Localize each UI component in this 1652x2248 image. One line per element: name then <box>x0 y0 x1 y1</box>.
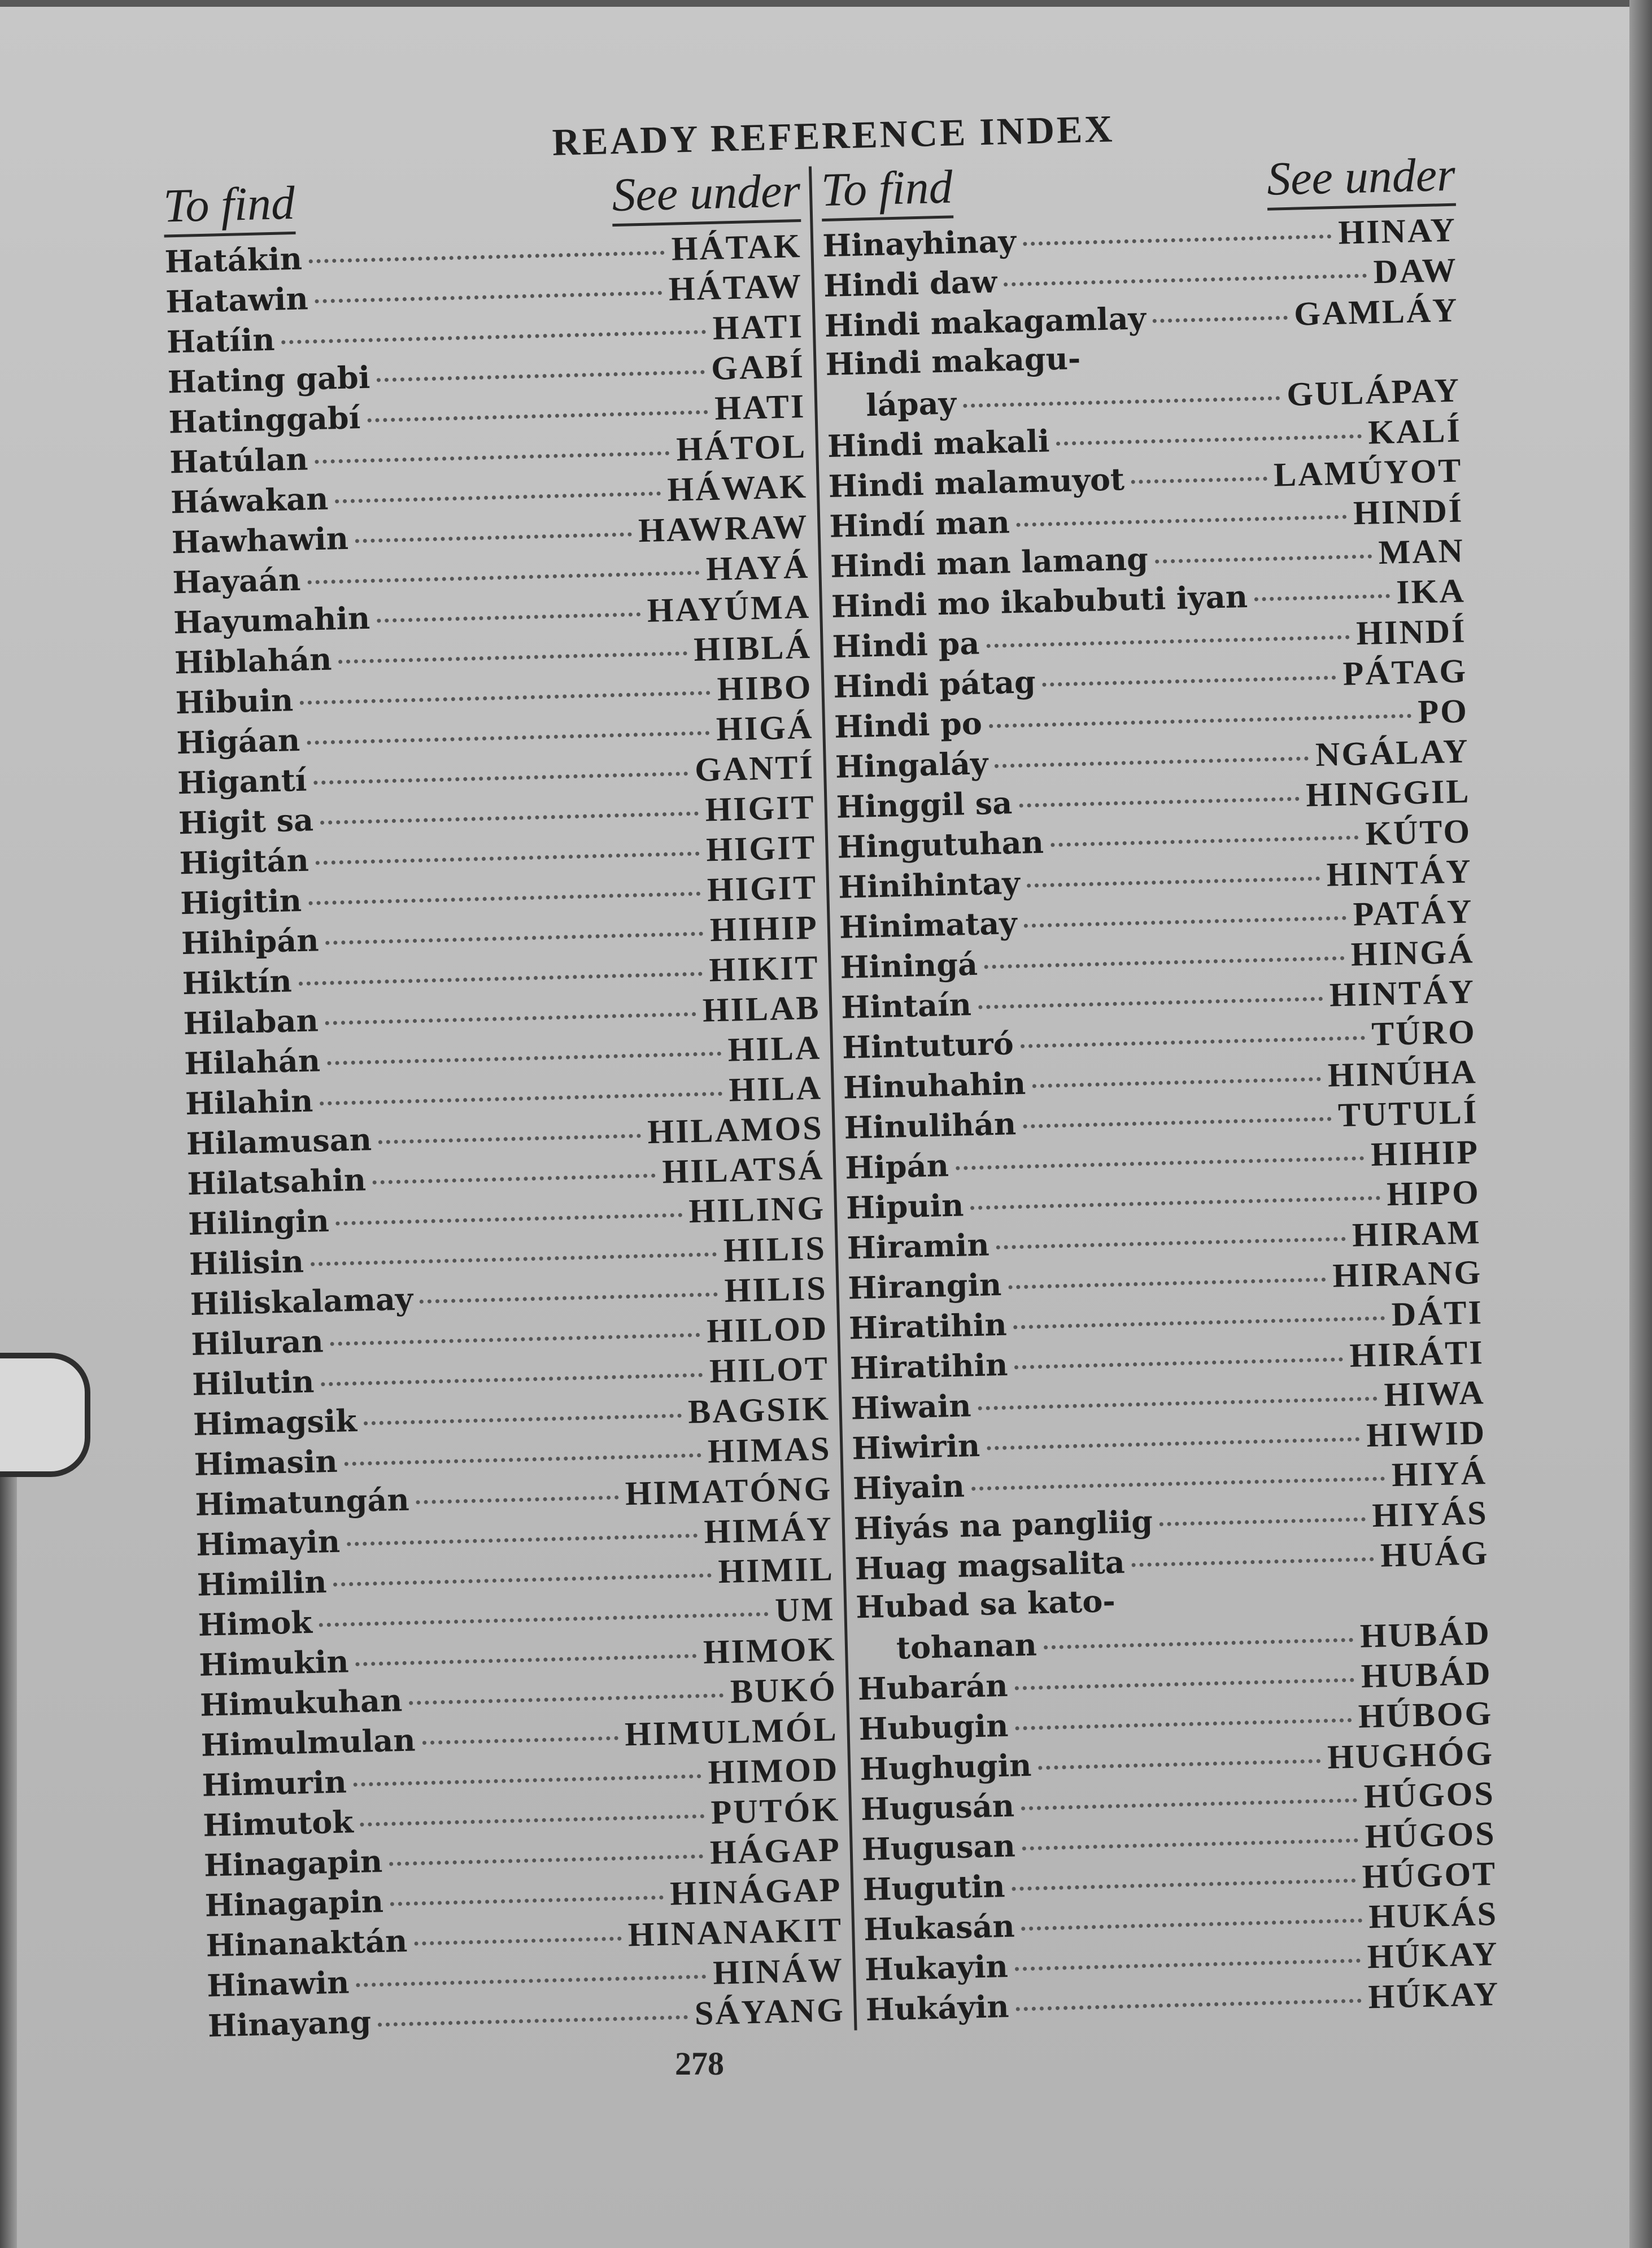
entry-reference: HIRANG <box>1332 1253 1483 1295</box>
entry-reference: LAMÚYOT <box>1273 451 1463 494</box>
entry-reference: HÚGOS <box>1364 1814 1497 1855</box>
leader-dots <box>422 1736 618 1745</box>
leader-dots <box>345 1453 701 1466</box>
entry-term: Higitin <box>180 882 302 922</box>
leader-dots <box>1043 676 1336 687</box>
leader-dots <box>1051 835 1359 847</box>
entry-term: Hingutuhan <box>836 824 1044 865</box>
entry-term: Hatawin <box>165 280 309 320</box>
entry-term: Himasin <box>193 1443 338 1483</box>
entry-reference: PATÁY <box>1352 892 1474 933</box>
leader-dots <box>414 1937 621 1946</box>
leader-dots <box>1044 1638 1354 1649</box>
entry-reference: TUTULÍ <box>1337 1093 1479 1134</box>
entry-reference: HAYÁ <box>705 547 810 588</box>
leader-dots <box>335 491 660 503</box>
leader-dots <box>1087 354 1453 363</box>
leader-dots <box>970 1196 1380 1210</box>
entry-term: Hinanaktán <box>205 1922 408 1964</box>
entry-term: lápay <box>865 385 957 424</box>
leader-dots <box>1008 1278 1326 1289</box>
entry-reference: HIGIT <box>707 868 818 909</box>
entry-term: Hindi makagu- <box>825 339 1081 383</box>
entry-term: Háwakan <box>170 480 329 521</box>
leader-dots <box>319 1612 769 1627</box>
entry-reference: HIMOD <box>707 1750 840 1791</box>
left-index-list <box>164 226 845 2046</box>
entry-reference: HIRAM <box>1352 1213 1482 1254</box>
entry-term: Hiningá <box>839 946 978 986</box>
entry-term: Hindi pa <box>831 625 980 665</box>
entry-reference: HÚBOG <box>1358 1694 1493 1735</box>
entry-reference: HILING <box>688 1189 826 1230</box>
page-edge <box>1629 0 1652 2248</box>
leader-dots <box>333 1574 711 1587</box>
leader-dots <box>330 1333 700 1346</box>
entry-term: Hiwirin <box>851 1427 980 1467</box>
entry-term: Hugusan <box>861 1827 1016 1868</box>
leader-dots <box>326 932 704 945</box>
leader-dots <box>377 612 640 622</box>
index-content <box>152 98 1515 2046</box>
entry-reference: TÚRO <box>1371 1013 1477 1053</box>
entry-term: Hilutin <box>191 1363 315 1402</box>
entry-term: Hayaán <box>172 561 301 601</box>
leader-dots <box>956 1156 1365 1170</box>
entry-reference: HÁTAW <box>668 267 803 308</box>
left-column <box>154 164 854 2046</box>
leader-dots <box>409 1693 723 1705</box>
right-column-header <box>820 148 1456 221</box>
entry-reference: HIYÁS <box>1371 1493 1489 1534</box>
leader-dots <box>356 1654 697 1666</box>
entry-term: Hiratihin <box>848 1306 1008 1347</box>
entry-reference: PUTÓK <box>710 1790 840 1831</box>
leader-dots <box>1023 1117 1331 1129</box>
entry-term: Hindi makagamlay <box>824 300 1147 345</box>
entry-reference: HÁTOL <box>675 427 807 468</box>
entry-term: Hukayin <box>864 1948 1009 1988</box>
leader-dots <box>377 370 704 382</box>
entry-term: Hipán <box>844 1147 949 1186</box>
entry-term: Hindi po <box>834 705 983 745</box>
entry-term: Hiratihin <box>849 1346 1009 1387</box>
entry-term: Higitán <box>178 842 310 882</box>
entry-reference: HINAY <box>1337 211 1457 251</box>
entry-term: Hatúlan <box>169 441 309 481</box>
leader-dots <box>1254 594 1390 602</box>
entry-term: Himukuhan <box>199 1682 403 1723</box>
leader-dots <box>978 1397 1377 1410</box>
entry-reference: HAYÚMA <box>647 587 811 629</box>
leader-dots <box>1019 797 1299 808</box>
leader-dots <box>420 1292 718 1304</box>
entry-term: Hugutin <box>862 1868 1006 1908</box>
entry-term: Hindi pátag <box>832 664 1036 705</box>
leader-dots <box>1056 434 1361 446</box>
leader-dots <box>378 1134 641 1144</box>
entry-reference: HINDÍ <box>1355 612 1467 652</box>
entry-term: Hindí man <box>829 504 1010 544</box>
entry-term: Himilin <box>197 1563 328 1603</box>
entry-term: Himatungán <box>194 1481 410 1523</box>
entry-reference: HÚGOT <box>1362 1854 1497 1896</box>
entry-reference: HIMATÓNG <box>625 1470 832 1513</box>
entry-reference: HILOD <box>706 1309 829 1350</box>
see-under-heading: See under <box>1266 147 1456 211</box>
entry-reference: NGÁLAY <box>1315 732 1470 774</box>
leader-dots <box>336 1213 682 1226</box>
entry-reference: HINTÁY <box>1326 852 1473 894</box>
entry-reference: HIMAS <box>707 1430 832 1470</box>
entry-reference: HIHIP <box>1370 1133 1480 1173</box>
entry-term: Hindi malamuyot <box>827 461 1125 504</box>
leader-dots <box>354 1774 701 1787</box>
entry-reference: HIWID <box>1366 1414 1487 1454</box>
leader-dots <box>1032 1077 1321 1088</box>
entry-reference: HATI <box>712 307 804 347</box>
entry-reference: HINDÍ <box>1353 491 1464 532</box>
entry-reference: BAGSIK <box>687 1389 831 1431</box>
leader-dots <box>356 1975 706 1987</box>
entry-reference: BUKÓ <box>730 1670 838 1710</box>
entry-term: Hughugin <box>859 1746 1032 1788</box>
leader-dots <box>963 396 1280 408</box>
leader-dots <box>987 1437 1360 1450</box>
entry-reference: SÁYANG <box>694 1991 845 2032</box>
leader-dots <box>996 1237 1346 1249</box>
entry-reference: HUÁG <box>1380 1533 1490 1574</box>
entry-reference: HÁWAK <box>666 467 808 508</box>
leader-dots <box>325 1012 696 1025</box>
leader-dots <box>327 1052 721 1065</box>
entry-term: Hubad sa kato- <box>855 1583 1116 1626</box>
entry-term: Hatinggabí <box>168 399 361 441</box>
entry-reference: HINTÁY <box>1329 973 1476 1014</box>
entry-reference: HIBO <box>716 668 813 708</box>
right-index-list <box>822 211 1501 2030</box>
leader-dots <box>986 635 1349 648</box>
entry-reference: HIMÁY <box>703 1510 834 1550</box>
entry-reference: GANTÍ <box>694 748 815 788</box>
leader-dots <box>1153 316 1288 323</box>
leader-dots <box>1014 1316 1385 1329</box>
leader-dots <box>1015 1959 1361 1971</box>
leader-dots <box>316 852 700 865</box>
leader-dots <box>338 651 687 664</box>
entry-term: Himagsik <box>193 1402 358 1443</box>
entry-term: Hiliskalamay <box>190 1280 413 1322</box>
leader-dots <box>307 731 709 744</box>
entry-term: Hinimatay <box>839 905 1018 946</box>
entry-term: Hiblahán <box>174 641 333 681</box>
entry-term: Hiyás na pangliig <box>853 1503 1153 1547</box>
entry-reference: HÁGAP <box>709 1831 842 1871</box>
see-under-heading: See under <box>611 163 801 226</box>
entry-reference: HIBLÁ <box>693 628 812 668</box>
entry-reference: DAW <box>1372 251 1458 291</box>
entry-term: Himutok <box>202 1803 354 1844</box>
entry-reference: HINANAKIT <box>627 1911 844 1954</box>
leader-dots <box>389 1854 703 1866</box>
entry-reference: PÁTAG <box>1342 652 1468 692</box>
entry-term: Hinawin <box>206 1964 350 2004</box>
entry-term: Hintaín <box>840 986 972 1026</box>
entry-reference: HAWRAW <box>638 507 809 550</box>
leader-dots <box>320 812 699 825</box>
entry-reference: KALÍ <box>1367 411 1462 451</box>
entry-term: Hilamusan <box>186 1121 372 1162</box>
entry-reference: DÁTI <box>1391 1293 1484 1334</box>
entry-reference: HIMOK <box>703 1630 836 1671</box>
entry-reference: KÚTO <box>1365 812 1472 852</box>
leader-dots <box>1022 1839 1358 1851</box>
entry-term: Hihipán <box>181 922 320 962</box>
leader-dots <box>378 2015 688 2027</box>
leader-dots <box>313 772 688 785</box>
entry-term: Hukasán <box>863 1907 1015 1948</box>
entry-term: Hiyain <box>852 1467 965 1507</box>
entry-term: Hinihintay <box>838 864 1021 905</box>
leader-dots <box>1027 877 1320 888</box>
entry-term: Hatíin <box>166 321 276 360</box>
leader-dots <box>984 956 1344 969</box>
entry-reference: GULÁPAY <box>1286 371 1461 413</box>
leader-dots <box>1155 554 1372 563</box>
entry-term: Hipuin <box>845 1187 965 1226</box>
entry-reference: MAN <box>1378 531 1465 572</box>
entry-term: Hindi man lamang <box>830 541 1149 585</box>
entry-term: Higantí <box>177 761 307 801</box>
leader-dots <box>1023 234 1332 246</box>
entry-term: Hilisin <box>189 1243 304 1282</box>
leader-dots <box>309 251 665 263</box>
leader-dots <box>367 410 708 422</box>
entry-term: Himurin <box>201 1763 347 1803</box>
entry-term: Hinayang <box>207 2003 372 2044</box>
entry-term: tohanan <box>896 1626 1038 1666</box>
leader-dots <box>347 1533 698 1546</box>
entry-reference: IKA <box>1396 572 1466 611</box>
entry-term: Hilingin <box>188 1202 330 1243</box>
leader-dots <box>300 691 711 705</box>
leader-dots <box>1015 1718 1352 1731</box>
entry-term: Huag magsalita <box>854 1544 1126 1587</box>
entry-term: Himulmulan <box>200 1722 416 1763</box>
entry-term: Hiramin <box>846 1226 990 1266</box>
to-find-heading: To find <box>163 176 295 238</box>
leader-dots <box>315 451 669 464</box>
leader-dots <box>1160 1517 1366 1526</box>
entry-term: Hirangin <box>847 1266 1002 1306</box>
entry-reference: HINÁGAP <box>669 1871 843 1912</box>
leader-dots <box>360 1814 704 1827</box>
entry-term: Hukáyin <box>865 1988 1010 2028</box>
entry-term: Hinggil sa <box>835 785 1013 825</box>
entry-reference: HILA <box>728 1069 823 1109</box>
leader-dots <box>315 291 662 303</box>
entry-term: Hatákin <box>164 240 303 280</box>
entry-reference: HÚKAY <box>1367 1935 1500 1976</box>
entry-reference: HUBÁD <box>1361 1654 1493 1695</box>
entry-term: Hiwain <box>850 1387 972 1427</box>
entry-term: Hubarán <box>857 1667 1009 1707</box>
leader-dots <box>1014 1357 1342 1369</box>
leader-dots <box>971 1476 1385 1491</box>
entry-reference: UM <box>774 1590 836 1629</box>
leader-dots <box>1012 1879 1355 1891</box>
entry-reference: HIGIT <box>704 788 816 829</box>
entry-reference: HINÚHA <box>1327 1053 1478 1094</box>
page-number: 278 <box>675 2045 724 2082</box>
page-tab <box>0 1353 90 1477</box>
entry-term: Hindi daw <box>823 263 997 304</box>
entry-reference: PO <box>1417 692 1469 731</box>
leader-dots <box>1015 1678 1355 1691</box>
leader-dots <box>281 330 706 344</box>
leader-dots <box>355 532 632 543</box>
entry-term: Hinuhahin <box>843 1065 1026 1106</box>
entry-reference: HILIS <box>723 1269 828 1309</box>
entry-term: Hilahán <box>184 1042 321 1082</box>
entry-reference: HILAMOS <box>647 1109 824 1151</box>
leader-dots <box>311 1252 717 1266</box>
leader-dots <box>1122 1597 1483 1606</box>
entry-reference: GAMLÁY <box>1293 291 1459 333</box>
entry-reference: HUGHÓG <box>1327 1734 1494 1776</box>
leader-dots <box>299 972 703 986</box>
entry-reference: HILIS <box>723 1229 827 1269</box>
entry-reference: HIGIT <box>705 828 817 869</box>
leader-dots <box>1024 916 1346 928</box>
entry-term: Hinulihán <box>843 1105 1017 1146</box>
entry-term: Hiluran <box>190 1323 324 1362</box>
entry-term: Hinayhinay <box>822 223 1017 264</box>
leader-dots <box>1016 1999 1362 2011</box>
entry-reference: GABÍ <box>711 347 805 387</box>
leader-dots <box>1021 1798 1357 1811</box>
entry-reference: HÁTAK <box>671 226 803 268</box>
leader-dots <box>1021 1036 1365 1048</box>
entry-term: Hilahin <box>185 1082 313 1122</box>
entry-reference: HILATSÁ <box>661 1149 825 1191</box>
leader-dots <box>320 1092 722 1105</box>
entry-term: Hubugin <box>858 1707 1009 1748</box>
entry-term: Hayumahin <box>173 599 370 641</box>
leader-dots <box>1017 515 1347 527</box>
leader-dots <box>978 997 1323 1009</box>
entry-term: Hinagapin <box>204 1883 384 1924</box>
entry-reference: HÚGOS <box>1363 1774 1496 1815</box>
entry-reference: HIYÁ <box>1391 1453 1488 1494</box>
entry-term: Hindi mo ikabubuti iyan <box>831 578 1248 625</box>
entry-reference: HIWA <box>1383 1374 1486 1414</box>
entry-term: Hilaban <box>182 1002 319 1042</box>
entry-term: Higit sa <box>178 801 314 842</box>
entry-reference: HIHIP <box>709 908 819 949</box>
leader-dots <box>321 1373 703 1387</box>
leader-dots <box>1022 1919 1362 1931</box>
entry-term: Himayin <box>195 1523 341 1563</box>
entry-reference: HIRÁTI <box>1349 1334 1485 1374</box>
entry-reference: HIKIT <box>708 948 820 989</box>
entry-reference: HINÁW <box>712 1951 844 1992</box>
leader-dots <box>373 1174 656 1184</box>
entry-reference: HILOT <box>709 1349 830 1390</box>
left-column-header <box>163 164 801 238</box>
leader-dots <box>308 892 700 905</box>
entry-reference: HIGÁ <box>716 708 814 748</box>
leader-dots <box>390 1896 664 1906</box>
leader-dots <box>364 1414 682 1426</box>
leader-dots <box>989 714 1411 728</box>
entry-reference: HIMULMÓL <box>624 1710 839 1753</box>
entry-reference: HATI <box>714 387 807 427</box>
leader-dots <box>1131 477 1267 484</box>
entry-reference: HILA <box>727 1029 822 1069</box>
entry-term: Himukin <box>198 1643 350 1683</box>
entry-term: Hating gabi <box>167 359 370 400</box>
entry-term: Hintuturó <box>842 1025 1014 1066</box>
entry-term: Hingaláy <box>835 745 989 785</box>
entry-term: Hibuin <box>175 682 294 721</box>
leader-dots <box>1004 274 1367 287</box>
entry-reference: HIMIL <box>717 1550 835 1591</box>
entry-term: Hilatsahin <box>186 1161 367 1203</box>
entry-reference: HIPO <box>1386 1173 1481 1213</box>
index-columns <box>154 150 1515 2046</box>
entry-reference: HUBÁD <box>1359 1614 1492 1655</box>
leader-dots <box>416 1496 619 1505</box>
leader-dots <box>1132 1557 1374 1567</box>
right-column <box>809 150 1509 2030</box>
entry-term: Hiktín <box>182 962 293 1002</box>
entry-reference: HINGGIL <box>1305 772 1471 814</box>
leader-dots <box>995 756 1309 768</box>
entry-term: Hugusán <box>860 1787 1015 1828</box>
page-header: READY REFERENCE INDEX <box>551 107 1115 164</box>
entry-term: Hawhawin <box>171 520 349 561</box>
to-find-heading: To find <box>821 159 953 221</box>
entry-term: Higáan <box>176 721 300 761</box>
entry-reference: HILAB <box>702 988 821 1029</box>
binding-shadow <box>0 1356 17 2248</box>
leader-dots <box>307 571 699 585</box>
entry-term: Himok <box>197 1604 313 1643</box>
entry-reference: HUKÁS <box>1368 1894 1498 1936</box>
leader-dots <box>1038 1759 1320 1770</box>
entry-term: Hinagapin <box>203 1842 383 1884</box>
entry-term: Hindi makali <box>827 422 1051 464</box>
entry-reference: HÚKAY <box>1367 1975 1501 2016</box>
entry-reference: HINGÁ <box>1350 933 1475 973</box>
